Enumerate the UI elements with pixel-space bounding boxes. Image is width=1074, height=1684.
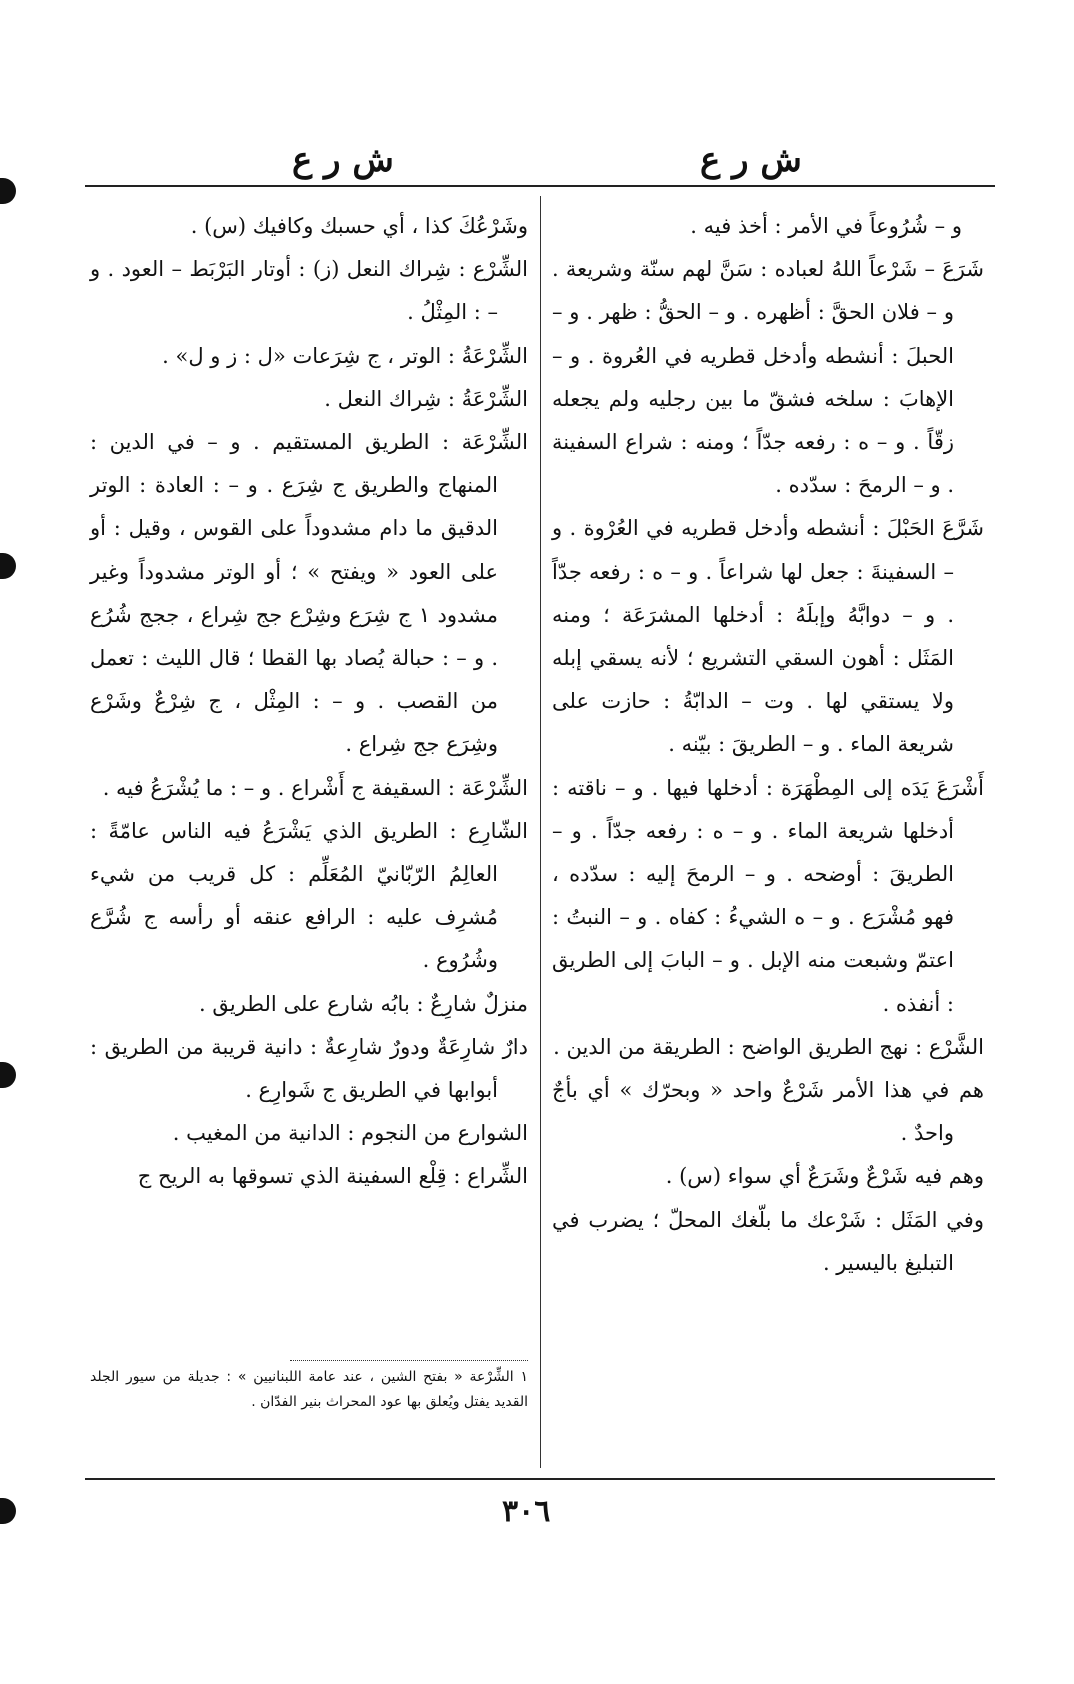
column-divider xyxy=(540,196,541,1468)
footnote xyxy=(90,1365,528,1415)
entry-paragraph: الشِّرْع : شِراك النعل (ز) : أوتار البَرْبَط – العود . و – : المِثْلُ . xyxy=(90,257,528,325)
entry-paragraph: الشِّرْعَةُ : الوتر ، ج شِرَعات «ل : ز و ل» . xyxy=(162,343,528,368)
entry-paragraph: أَشْرَعَ يَدَه إلى المِطْهَرَة : أدخلها فيها . و – ناقته : أدخلها شريعة الماء . و – ه : رفعه جدّاً . و – الطريقَ : أوضحه . و – الرمحَ إليه : سدّده ، فهو مُشْرَع . و – ه الشيءُ : كفاه . و – النبتُ : اعتمّ وشبعت منه الإبل . و – البابَ إلى الطريق : أنفذه . xyxy=(552,775,984,1016)
entry-paragraph: و – شُرُوعاً في الأمر : أخذ فيه . xyxy=(690,214,962,238)
entry-paragraph: منزلٌ شارِعٌ : بابُه شارع على الطريق . xyxy=(199,991,528,1016)
binding-mark xyxy=(0,1062,16,1088)
binding-mark xyxy=(0,178,16,204)
entry-paragraph: وشَرْعُكَ كذا ، أي حسبك وكافيك (س) . xyxy=(190,214,528,238)
entry-paragraph: الشِّرْعَة : السقيفة ج أَشْراع . و – : ما يُشْرَعُ فيه . xyxy=(102,775,528,800)
entry-paragraph: دارٌ شارِعَةٌ ودورٌ شارِعةٌ : دانية قريبة من الطريق : أبوابها في الطريق ج شَوارِع . xyxy=(90,1034,528,1103)
entry-paragraph: وفي المَثَل : شَرْعك ما بلّغك المحلّ ؛ يضرب في التبليغ باليسير . xyxy=(552,1207,984,1275)
entry-paragraph: الشّارِع : الطريق الذي يَشْرَعُ فيه الناس عامّةً : العالِمُ الرّبّانيّ المُعَلِّم : كل قريب من شيء مُشرِف عليه : الرافع عنقه أو رأسه ج شُرَّع وشُرُوع . xyxy=(90,818,528,973)
footnote-text: ١ الشِّرْعة « بفتح الشين ، عند عامة اللبنانيين » : جديلة من سيور الجلد القديد يفتل ويُعلق بها عود المحراث بنير الفدّان . xyxy=(90,1369,528,1410)
entry-paragraph: الشِّراع : قِلْع السفينة الذي تسوقها به الريح ج xyxy=(137,1164,528,1189)
binding-mark xyxy=(0,1498,16,1524)
header-root-left: ش ر ع xyxy=(292,140,394,180)
entry-paragraph: شَرَّعَ الحَبْلَ : أنشطه وأدخل قطريه في العُرْوة . و – السفينةَ : جعل لها شراعاً . و – ه : رفعه جدّاً . و – دوابَّهُ وإبلَهُ : أدخلها المشرَعَة ؛ ومنه المَثَل : أهون السقي التشريع ؛ لأنه يسقي إبله ولا يستقي لها . وت – الدابّةُ : حازت على شريعة الماء . و – الطريقَ : بيّنه . xyxy=(552,516,984,757)
entry-paragraph: الشِّرْعَة : الطريق المستقيم . و – في الدين : المنهاج والطريق ج شِرَع . و – : العادة : الوتر الدقيق ما دام مشدوداً على القوس ، وقيل : أو على العود « ويفتح » ؛ أو الوتر مشدوداً وغير مشدود ١ ج شِرَع وشِرْع جج شِراع ، ججج شُرُع . و – : حبالة يُصاد بها القطا ؛ قال الليث : تعمل من القصب . و – : المِثْل ، ج شِرْعٌ وشَرْع وشِرَع جج شِراع . xyxy=(90,430,528,757)
page-number: ٣٠٦ xyxy=(502,1494,551,1529)
entry-paragraph: شَرَعَ – شَرْعاً اللهُ لعباده : سَنَّ لهم سنّة وشريعة . و – فلان الحقَّ : أظهره . و – الحقُّ : ظهر . و – الحبلَ : أنشطه وأدخل قطريه في العُروة . و – الإهابَ : سلخه فشقّ ما بين رجليه ولم يجعله زقّاً . و – ه : رفعه جدّاً ؛ ومنه : شراع السفينة . و – الرمحَ : سدّده . xyxy=(552,257,984,498)
left-column xyxy=(90,205,528,1199)
entry-paragraph: هم في هذا الأمر شَرْعٌ واحد « وبحرّك » أي بأجٌ واحدٌ . xyxy=(552,1078,984,1146)
entry-paragraph: الشَّرْع : نهج الطريق الواضح : الطريقة من الدين . xyxy=(553,1034,984,1059)
binding-mark xyxy=(0,553,16,579)
bottom-rule xyxy=(85,1478,995,1480)
entry-paragraph: الشِّرْعَةُ : شِراك النعل . xyxy=(324,386,528,411)
top-rule xyxy=(85,185,995,187)
footnote-rule xyxy=(290,1360,528,1361)
header-root-right: ش ر ع xyxy=(700,140,802,180)
entry-paragraph: وهم فيه شَرْعٌ وشَرَعٌ أي سواء (س) . xyxy=(665,1164,984,1189)
entry-paragraph: الشوارع من النجوم : الدانية من المغيب . xyxy=(172,1121,528,1146)
right-column xyxy=(552,205,984,1285)
